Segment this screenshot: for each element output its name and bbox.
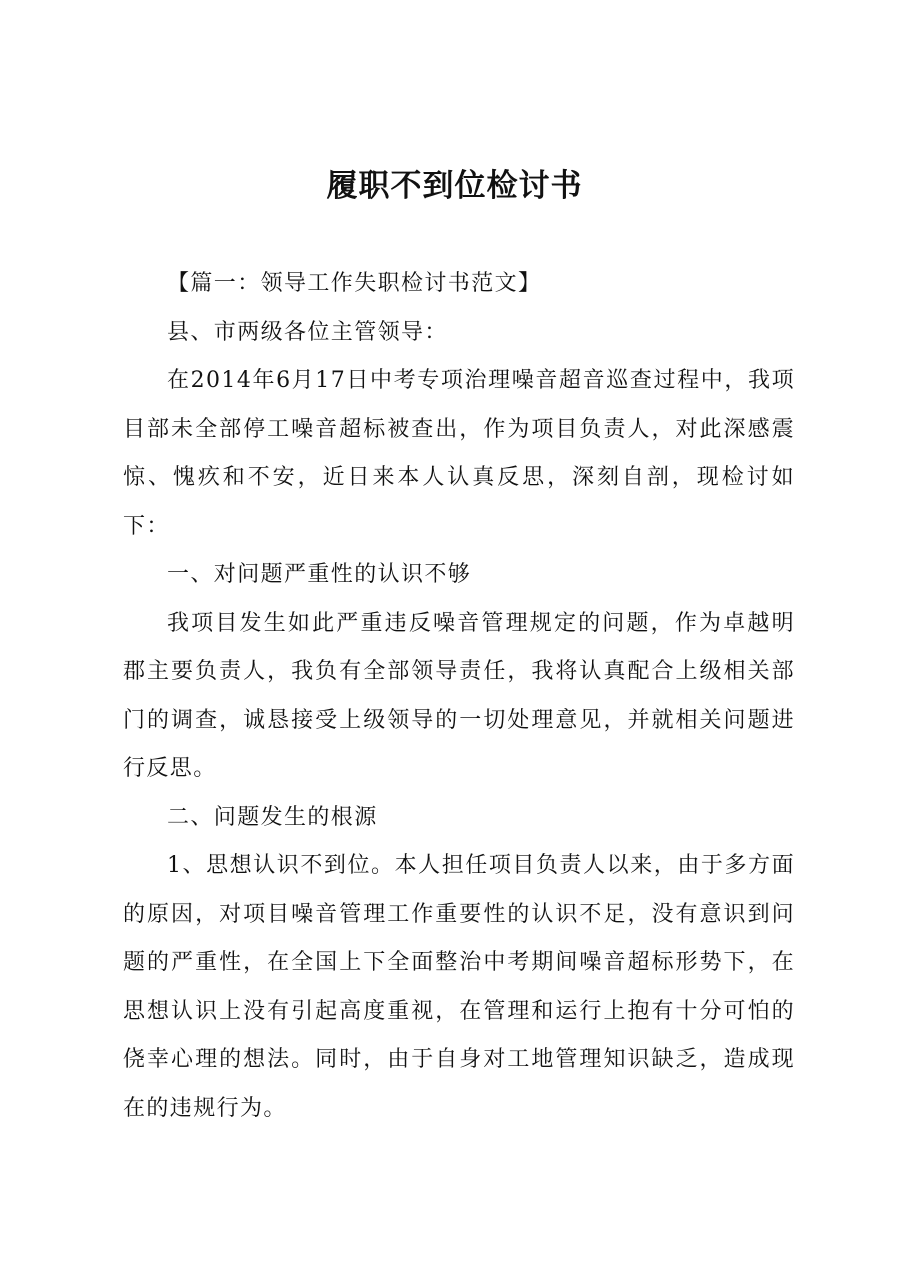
heading-root-cause: 二、问题发生的根源 bbox=[167, 804, 378, 830]
responsibility-paragraph: 我项目发生如此严重违反噪音管理规定的问题，作为卓越明郡主要负责人，我负有全部领导责任，我将认真配合上级相关部门的调查，诚恳接受上级领导的一切处理意见，并就相关问题进行反思。 bbox=[123, 610, 795, 781]
document-title: 履职不到位检讨书 bbox=[326, 168, 583, 204]
root-cause-paragraph: 1、思想认识不到位。本人担任项目负责人以来，由于多方面的原因，对项目噪音管理工作重要性的认识不足，没有意识到问题的严重性，在全国上下全面整治中考期间噪音超标形势下，在思想认识上没有引起高度重视，在管理和运行上抱有十分可怕的侥幸心理的想法。同时，由于自身对工地管理知识缺乏，造成现在的违规行为。 bbox=[123, 853, 795, 1121]
document-body bbox=[123, 260, 795, 1133]
intro-paragraph: 在2014年6月17日中考专项治理噪音超音巡查过程中，我项目部未全部停工噪音超标被查出，作为项目负责人，对此深感震惊、愧疚和不安，近日来本人认真反思，深刻自剖，现检讨如下： bbox=[123, 368, 795, 539]
section-heading-part-one: 【篇一：领导工作失职检讨书范文】 bbox=[167, 271, 542, 296]
heading-seriousness: 一、对问题严重性的认识不够 bbox=[167, 562, 472, 587]
salutation: 县、市两级各位主管领导： bbox=[167, 319, 448, 345]
